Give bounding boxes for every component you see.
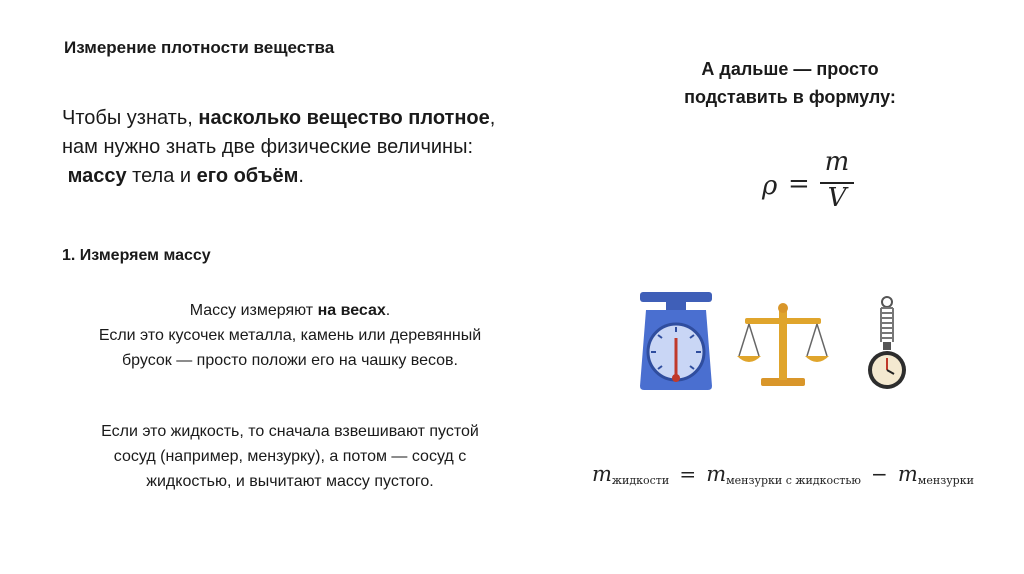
liquid-paragraph: Если это жидкость, то сначала взвешивают пустой сосуд (например, мензурку), а потом — сосуд с жидкостью, и вычитают массу пустого.: [101, 423, 479, 490]
page-title: Измерение плотности вещества: [64, 38, 335, 57]
density-formula: [762, 145, 862, 215]
intro-bold-volume: его объём: [196, 165, 299, 187]
denominator-v: V: [827, 183, 847, 213]
mass-beaker-with-liquid-symbol: m: [706, 462, 727, 486]
equals-sign: =: [679, 462, 697, 486]
formula-heading: А дальше — просто подставить в формулу:: [684, 59, 896, 107]
mass-beaker-symbol: m: [897, 462, 918, 486]
intro-bold-mass: массу: [67, 165, 127, 187]
numerator-m: m: [824, 147, 850, 177]
rho-symbol: ρ: [762, 171, 778, 201]
subscript-liquid: жидкости: [611, 474, 670, 487]
intro-line-3: массу тела и его объём.: [67, 165, 304, 187]
subscript-beaker-with-liquid: мензурки с жидкостью: [726, 474, 861, 487]
subscript-beaker: мензурки: [917, 474, 974, 487]
mass-liquid-symbol: m: [592, 462, 612, 486]
intro-line-2: нам нужно знать две физические величины:: [62, 136, 474, 158]
step-heading: 1. Измеряем массу: [62, 247, 211, 264]
intro-paragraph: [62, 104, 582, 191]
balance-scale-icon: [735, 298, 831, 390]
bold-on-scales: на весах: [317, 302, 386, 319]
kitchen-scale-icon: [636, 290, 716, 392]
scales-paragraph: Массу измеряют на весах. Если это кусочек металла, камень или деревянный брусок — просто положи его на чашку весов.: [98, 302, 482, 369]
intro-bold-dense: насколько вещество плотное: [198, 107, 490, 129]
equals-sign: =: [788, 169, 810, 199]
minus-sign: −: [871, 462, 888, 486]
intro-line-1: Чтобы узнать, насколько вещество плотное,: [62, 107, 496, 129]
mass-difference-formula: [592, 462, 974, 486]
spring-scale-icon: [864, 296, 910, 392]
